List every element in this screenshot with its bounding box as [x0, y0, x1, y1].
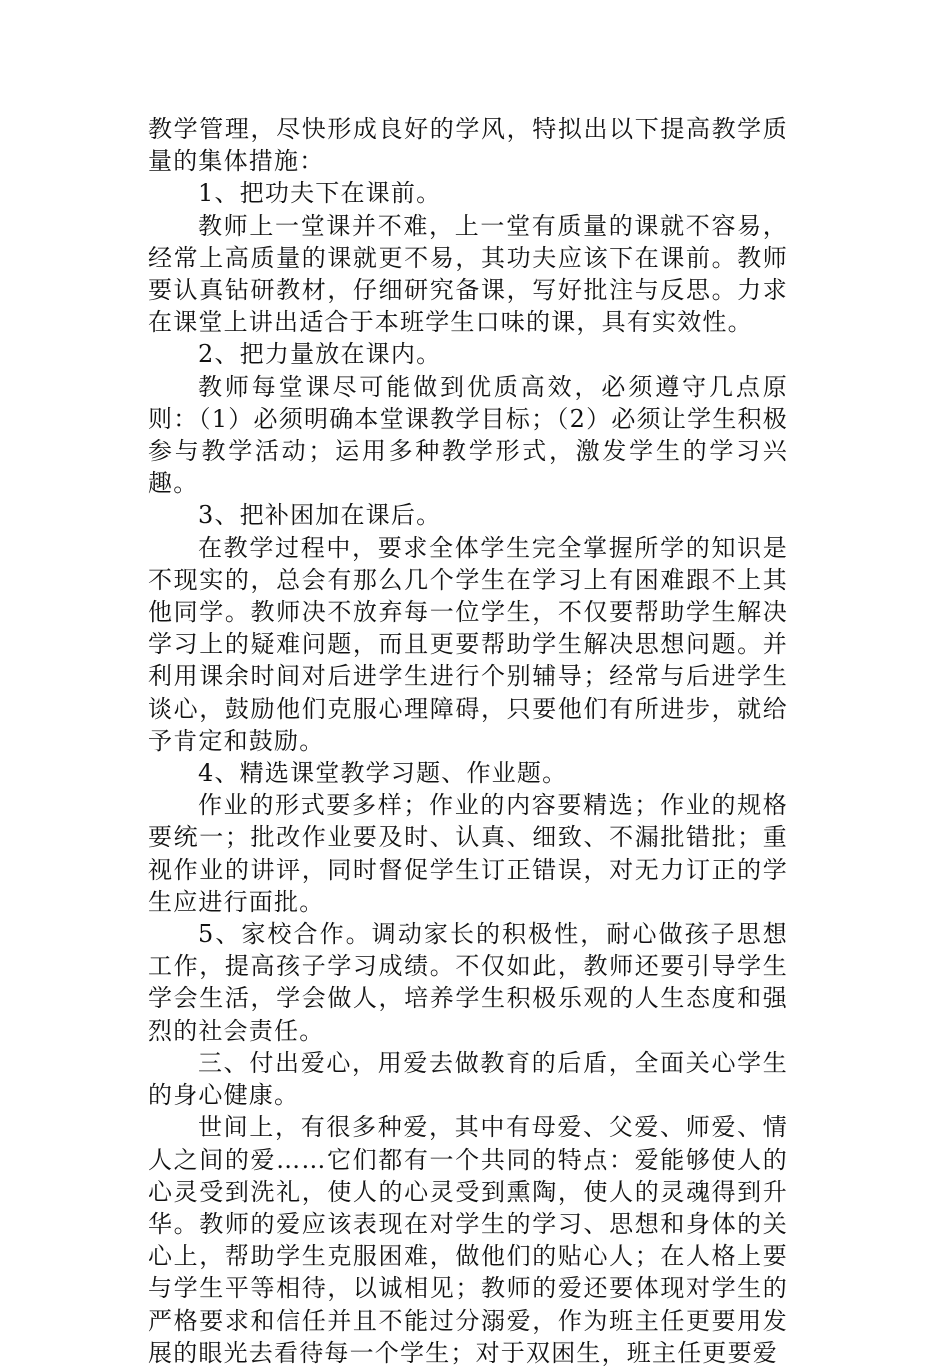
paragraph: 5、家校合作。调动家长的积极性，耐心做孩子思想工作，提高孩子学习成绩。不仅如此，教师还要引导学生学会生活，学会做人，培养学生积极乐观的人生态度和强烈的社会责任。 — [148, 920, 788, 1045]
paragraph-heading: 3、把补困加在课后。 — [198, 501, 442, 530]
paragraph: 教师上一堂课并不难，上一堂有质量的课就不容易，经常上高质量的课就更不易，其功夫应该下在课前。教师要认真钻研教材，仔细研究备课，写好批注与反思。力求在课堂上讲出适合于本班学生口味的课，具有实效性。 — [148, 211, 788, 337]
section-heading: 三、付出爱心，用爱去做教育的后盾，全面关心学生的身心健康。 — [148, 1048, 788, 1110]
paragraph: 世间上，有很多种爱，其中有母爱、父爱、师爱、情人之间的爱……它们都有一个共同的特点：爱能够使人的心灵受到洗礼，使人的心灵受到熏陶，使人的灵魂得到升华。教师的爱应该表现在对学生的学习、思想和身体的关心上，帮助学生克服困难，做他们的贴心人；在人格上要与学生平等相待，以诚相见；教师的爱还要体现对学生的严格要求和信任并且不能过分溺爱，作为班主任更要用发展的眼光去看待每一个学生；对于双困生，班主任更要爱 — [148, 1113, 788, 1367]
paragraph-heading: 2、把力量放在课内。 — [198, 340, 442, 369]
paragraph-heading: 1、把功夫下在课前。 — [198, 179, 442, 208]
paragraph: 在教学过程中，要求全体学生完全掌握所学的知识是不现实的，总会有那么几个学生在学习上有困难跟不上其他同学。教师决不放弃每一位学生，不仅要帮助学生解决学习上的疑难问题，而且更要帮助学生解决思想问题。并利用课余时间对后进学生进行个别辅导；经常与后进学生谈心，鼓励他们克服心理障碍，只要他们有所进步，就给予肯定和鼓励。 — [148, 533, 788, 755]
paragraph-heading: 4、精选课堂教学习题、作业题。 — [198, 759, 568, 788]
paragraph: 教师每堂课尽可能做到优质高效，必须遵守几点原则：（1）必须明确本堂课教学目标；（2）必须让学生积极参与教学活动；运用多种教学形式，激发学生的学习兴趣。 — [148, 372, 788, 498]
body-text — [148, 113, 788, 1369]
paragraph: 教学管理，尽快形成良好的学风，特拟出以下提高教学质量的集体措施： — [148, 115, 788, 176]
paragraph: 作业的形式要多样；作业的内容要精选；作业的规格要统一；批改作业要及时、认真、细致、不漏批错批；重视作业的讲评，同时督促学生订正错误，对无力订正的学生应进行面批。 — [148, 791, 788, 916]
